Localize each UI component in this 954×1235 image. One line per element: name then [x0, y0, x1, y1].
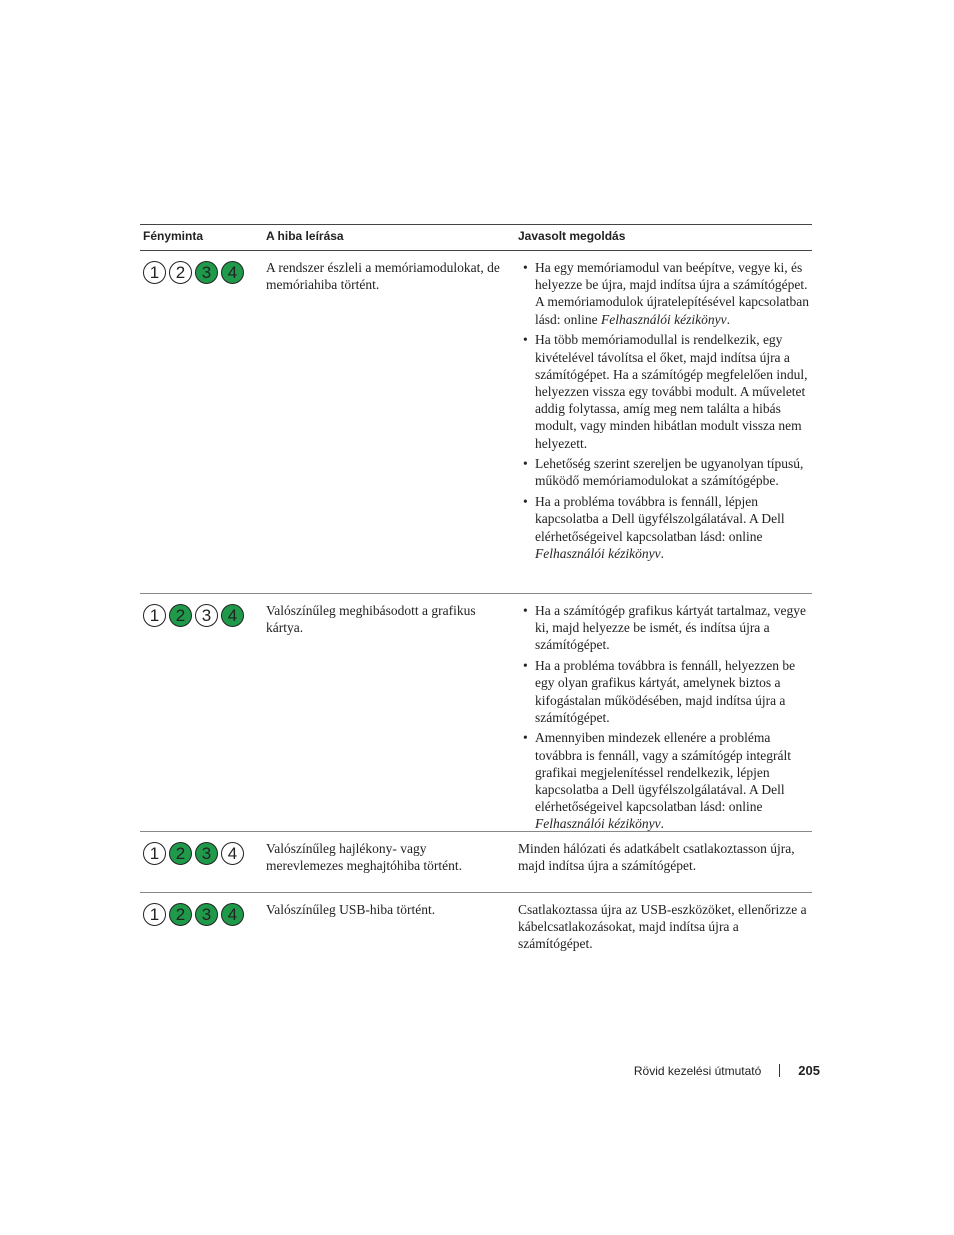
diagnostic-light-4: 4 — [221, 903, 244, 926]
solution: Csatlakoztassa újra az USB-eszközöket, ellenőrizze a kábelcsatlakozásokat, majd indítsa újra a számítógépet. — [518, 902, 807, 952]
table-row — [140, 893, 812, 963]
list-item: • Ha egy memóriamodul van beépítve, vegye ki, és helyezze be újra, majd indítsa újra a számítógépet. A memóriamodulok újratelepítésével kapcsolatban lásd: online Felhasználói kézikönyv. — [518, 259, 812, 328]
diagnostic-light-1: 1 — [143, 604, 166, 627]
solution — [518, 259, 812, 565]
diagnostic-light-3: 3 — [195, 842, 218, 865]
diagnostic-light-4: 4 — [221, 604, 244, 627]
diagnostic-light-3: 3 — [195, 604, 218, 627]
list-item: • Ha a probléma továbbra is fennáll, helyezzen be egy olyan grafikus kártyát, amelynek biztos a kifogástalan működésében, majd indítsa újra a számítógépet. — [518, 657, 812, 726]
page-number: 205 — [798, 1063, 820, 1078]
error-description: Valószínűleg meghibásodott a grafikus kártya. — [266, 603, 476, 636]
table-row — [140, 251, 812, 594]
list-item: • Ha több memóriamodullal is rendelkezik, egy kivételével távolítsa el őket, majd indítsa újra a számítógépet. Ha a számítógép megfelelően indul, helyezzen vissza egy további modult. A műveletet addig folytassa, amíg meg nem találta a hibás modult, vagy minden hibátlan modult vissza nem helyezett. — [518, 331, 812, 451]
footer-title: Rövid kezelési útmutató — [633, 1063, 762, 1078]
table-row — [140, 832, 812, 893]
diagnostic-light-1: 1 — [143, 903, 166, 926]
diagnostic-light-2: 2 — [169, 842, 192, 865]
footer-divider — [779, 1064, 780, 1077]
header-pattern: Fényminta — [143, 229, 204, 243]
manual-reference: Felhasználói kézikönyv — [535, 816, 661, 832]
light-pattern — [143, 604, 244, 627]
light-pattern — [143, 261, 244, 284]
diagnostic-light-2: 2 — [169, 903, 192, 926]
diagnostic-light-3: 3 — [195, 903, 218, 926]
light-pattern — [143, 903, 244, 926]
list-item: • Lehetőség szerint szereljen be ugyanolyan típusú, működő memóriamodulokat a számítógépbe. — [518, 455, 812, 489]
table-header — [140, 224, 812, 251]
diagnostic-light-1: 1 — [143, 261, 166, 284]
list-item: • Ha a számítógép grafikus kártyát tartalmaz, vegye ki, majd helyezze be ismét, és indítsa újra a számítógépet. — [518, 602, 812, 654]
list-item: • Ha a probléma továbbra is fennáll, lépjen kapcsolatba a Dell ügyfélszolgálatával. A Dell elérhetőségeivel kapcsolatban lásd: online Felhasználói kézikönyv. — [518, 493, 812, 562]
table-row — [140, 594, 812, 832]
page-footer — [634, 1063, 820, 1078]
diagnostic-lights-table — [140, 224, 812, 963]
diagnostic-light-4: 4 — [221, 261, 244, 284]
diagnostic-light-2: 2 — [169, 261, 192, 284]
solution-list — [518, 602, 812, 833]
diagnostic-light-3: 3 — [195, 261, 218, 284]
error-description: A rendszer észleli a memóriamodulokat, de memóriahiba történt. — [266, 260, 500, 293]
solution: Minden hálózati és adatkábelt csatlakoztasson újra, majd indítsa újra a számítógépet. — [518, 841, 795, 874]
list-item: • Amennyiben mindezek ellenére a probléma továbbra is fennáll, vagy a számítógép integrált grafikai megjelenítéssel rendelkezik, lépjen kapcsolatba a Dell ügyfélszolgálatával. A Dell elérhetőségeivel kapcsolatban lásd: online Felhasználói kézikönyv. — [518, 729, 812, 832]
solution — [518, 602, 812, 836]
diagnostic-light-4: 4 — [221, 842, 244, 865]
solution-list — [518, 259, 812, 562]
header-solution: Javasolt megoldás — [518, 229, 626, 243]
error-description: Valószínűleg USB-hiba történt. — [266, 902, 436, 917]
manual-reference: Felhasználói kézikönyv — [601, 311, 727, 327]
diagnostic-light-1: 1 — [143, 842, 166, 865]
diagnostic-light-2: 2 — [169, 604, 192, 627]
manual-reference: Felhasználói kézikönyv — [535, 545, 661, 561]
light-pattern — [143, 842, 244, 865]
error-description: Valószínűleg hajlékony- vagy merevlemezes meghajtóhiba történt. — [266, 841, 463, 874]
header-description: A hiba leírása — [266, 229, 344, 243]
